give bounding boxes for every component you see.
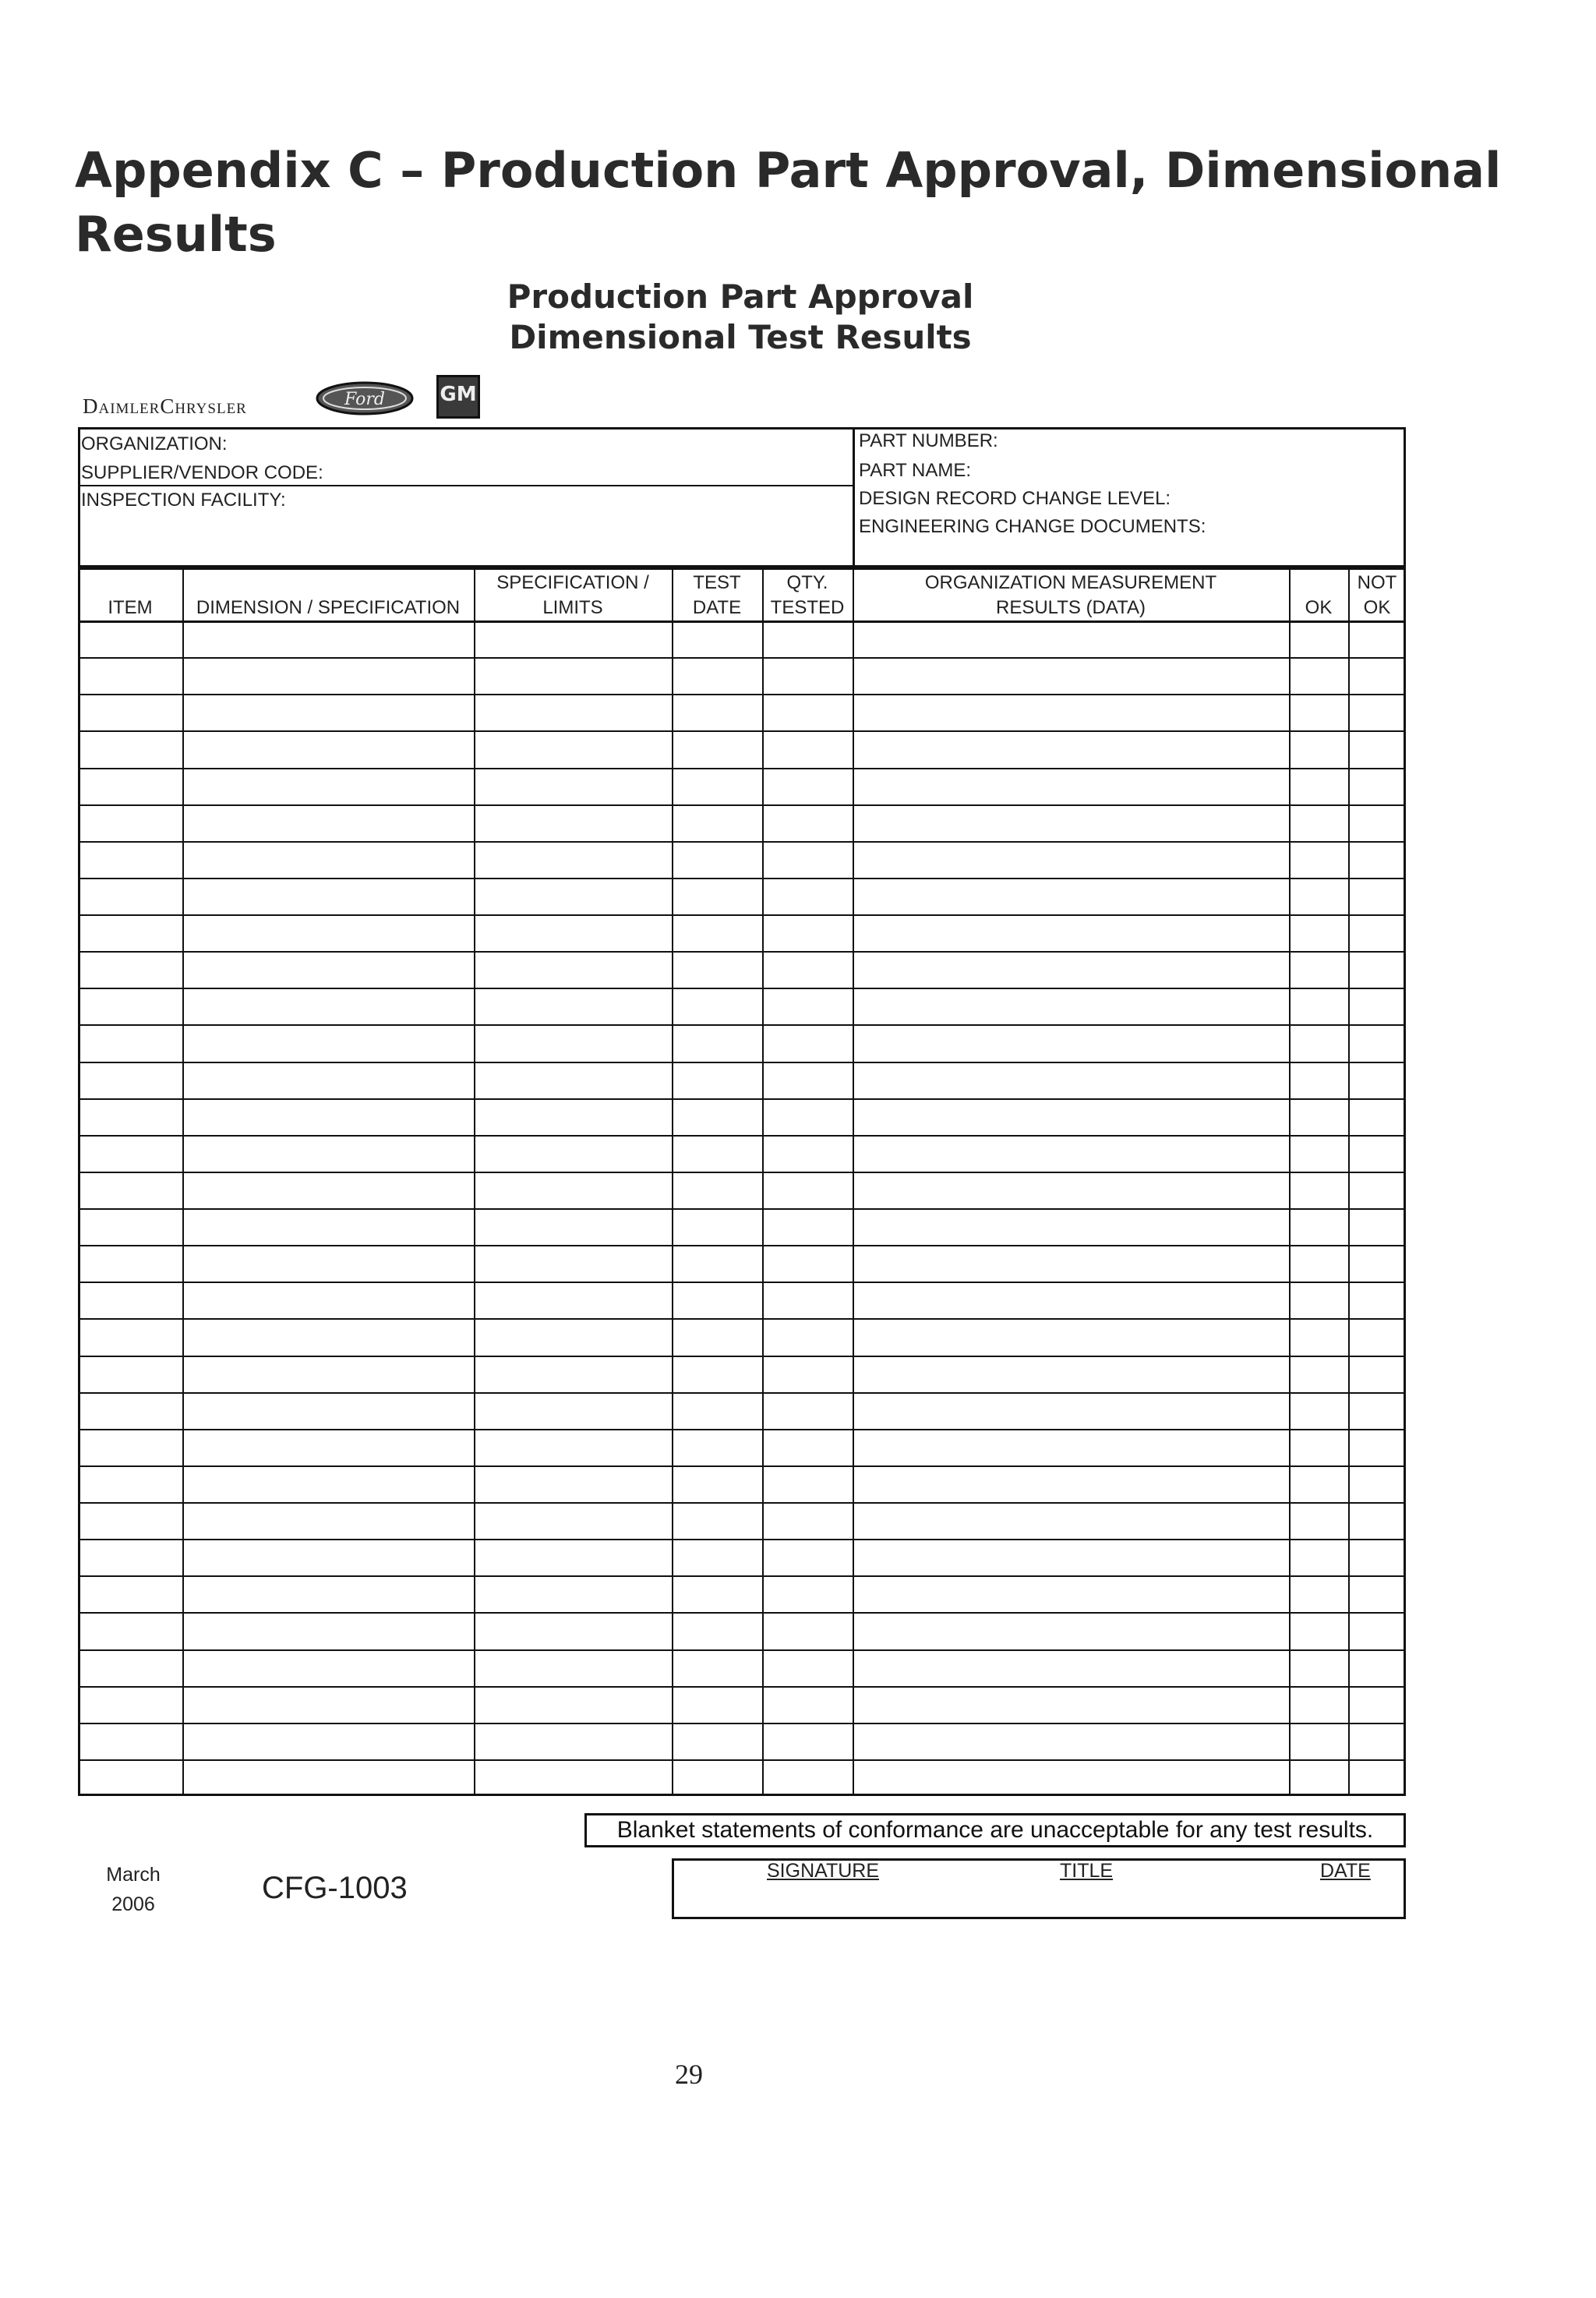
table-row[interactable]	[78, 1429, 1406, 1430]
form-title-line1: Production Part Approval	[507, 278, 974, 316]
header-divider-horizontal	[78, 485, 854, 486]
table-row[interactable]	[78, 988, 1406, 989]
table-header-line	[78, 620, 1406, 623]
footer-month: March	[106, 1864, 161, 1886]
column-header-line2: DIMENSION / SPECIFICATION	[196, 597, 461, 618]
ford-logo-icon	[315, 380, 415, 416]
column-header-line2: LIMITS	[542, 597, 603, 618]
ford-logo-text: Ford	[344, 390, 385, 409]
column-header-dimension	[182, 571, 474, 620]
table-row[interactable]	[78, 1024, 1406, 1026]
table-row[interactable]	[78, 878, 1406, 879]
column-header-line1	[182, 571, 474, 596]
table-row[interactable]	[78, 1245, 1406, 1246]
column-header-line1: ORGANIZATION MEASUREMENT	[924, 572, 1217, 593]
page-number: 29	[675, 2059, 703, 2090]
column-header-line2: TESTED	[770, 597, 845, 618]
supplier-code-field[interactable]: SUPPLIER/VENDOR CODE:	[81, 462, 323, 483]
column-header-line2: RESULTS (DATA)	[995, 597, 1146, 618]
table-row[interactable]	[78, 1135, 1406, 1137]
form-code: CFG-1003	[262, 1871, 408, 1905]
table-row[interactable]	[78, 1502, 1406, 1504]
footer-date	[98, 1860, 168, 1919]
conformance-notice: Blanket statements of conformance are unacceptable for any test results.	[584, 1813, 1406, 1847]
form-title-line2: Dimensional Test Results	[509, 318, 972, 356]
column-header-qty-tested	[762, 571, 853, 620]
part-name-field[interactable]: PART NAME:	[859, 460, 972, 481]
column-header-line1: TEST	[693, 572, 741, 593]
table-row[interactable]	[78, 1723, 1406, 1724]
column-header-line1: NOT	[1357, 572, 1397, 593]
table-row[interactable]	[78, 1098, 1406, 1100]
column-header-line2: OK	[1363, 597, 1391, 618]
column-header-test-date	[672, 571, 762, 620]
header-divider-vertical	[853, 427, 855, 567]
table-row[interactable]	[78, 1208, 1406, 1210]
daimlerchrysler-logo: DaimlerChrysler	[83, 394, 247, 418]
footer-year: 2006	[111, 1893, 155, 1915]
column-header-line1	[78, 571, 182, 596]
table-row[interactable]	[78, 1759, 1406, 1761]
table-row[interactable]	[78, 730, 1406, 732]
table-row[interactable]	[78, 804, 1406, 806]
gm-logo-icon: GM	[436, 375, 480, 419]
table-row[interactable]	[78, 1649, 1406, 1651]
table-row[interactable]	[78, 951, 1406, 953]
column-header-ok	[1289, 571, 1348, 620]
engineering-docs-field[interactable]: ENGINEERING CHANGE DOCUMENTS:	[859, 516, 1206, 537]
table-row[interactable]	[78, 1282, 1406, 1283]
table-row[interactable]	[78, 1172, 1406, 1173]
table-row[interactable]	[78, 657, 1406, 659]
column-header-line2: OK	[1305, 597, 1333, 618]
signature-label: SIGNATURE	[767, 1860, 879, 1882]
table-row[interactable]	[78, 1465, 1406, 1467]
table-row[interactable]	[78, 1612, 1406, 1614]
column-header-line1: SPECIFICATION /	[496, 572, 649, 593]
page-title: Appendix C – Production Part Approval, Dimensional Results	[75, 142, 1502, 263]
column-header-line1	[1289, 571, 1348, 596]
table-row[interactable]	[78, 768, 1406, 769]
table-row[interactable]	[78, 1062, 1406, 1063]
table-row[interactable]	[78, 694, 1406, 695]
column-header-line1: QTY.	[786, 572, 828, 593]
table-row[interactable]	[78, 841, 1406, 843]
column-header-not-ok	[1348, 571, 1406, 620]
column-header-specification	[474, 571, 672, 620]
table-row[interactable]	[78, 1356, 1406, 1357]
table-row[interactable]	[78, 914, 1406, 916]
part-number-field[interactable]: PART NUMBER:	[859, 430, 998, 451]
design-record-field[interactable]: DESIGN RECORD CHANGE LEVEL:	[859, 488, 1171, 509]
table-row[interactable]	[78, 1318, 1406, 1320]
title-label: TITLE	[1060, 1860, 1114, 1882]
organization-field[interactable]: ORGANIZATION:	[81, 433, 228, 454]
column-header-line2: DATE	[692, 597, 742, 618]
table-row[interactable]	[78, 1539, 1406, 1540]
inspection-facility-field[interactable]: INSPECTION FACILITY:	[81, 490, 286, 511]
column-header-item	[78, 571, 182, 620]
table-row[interactable]	[78, 1575, 1406, 1577]
column-header-line2: ITEM	[108, 597, 153, 618]
table-row[interactable]	[78, 1392, 1406, 1394]
table-row[interactable]	[78, 1686, 1406, 1688]
date-label: DATE	[1320, 1860, 1371, 1882]
column-header-measurement-results	[853, 571, 1289, 620]
